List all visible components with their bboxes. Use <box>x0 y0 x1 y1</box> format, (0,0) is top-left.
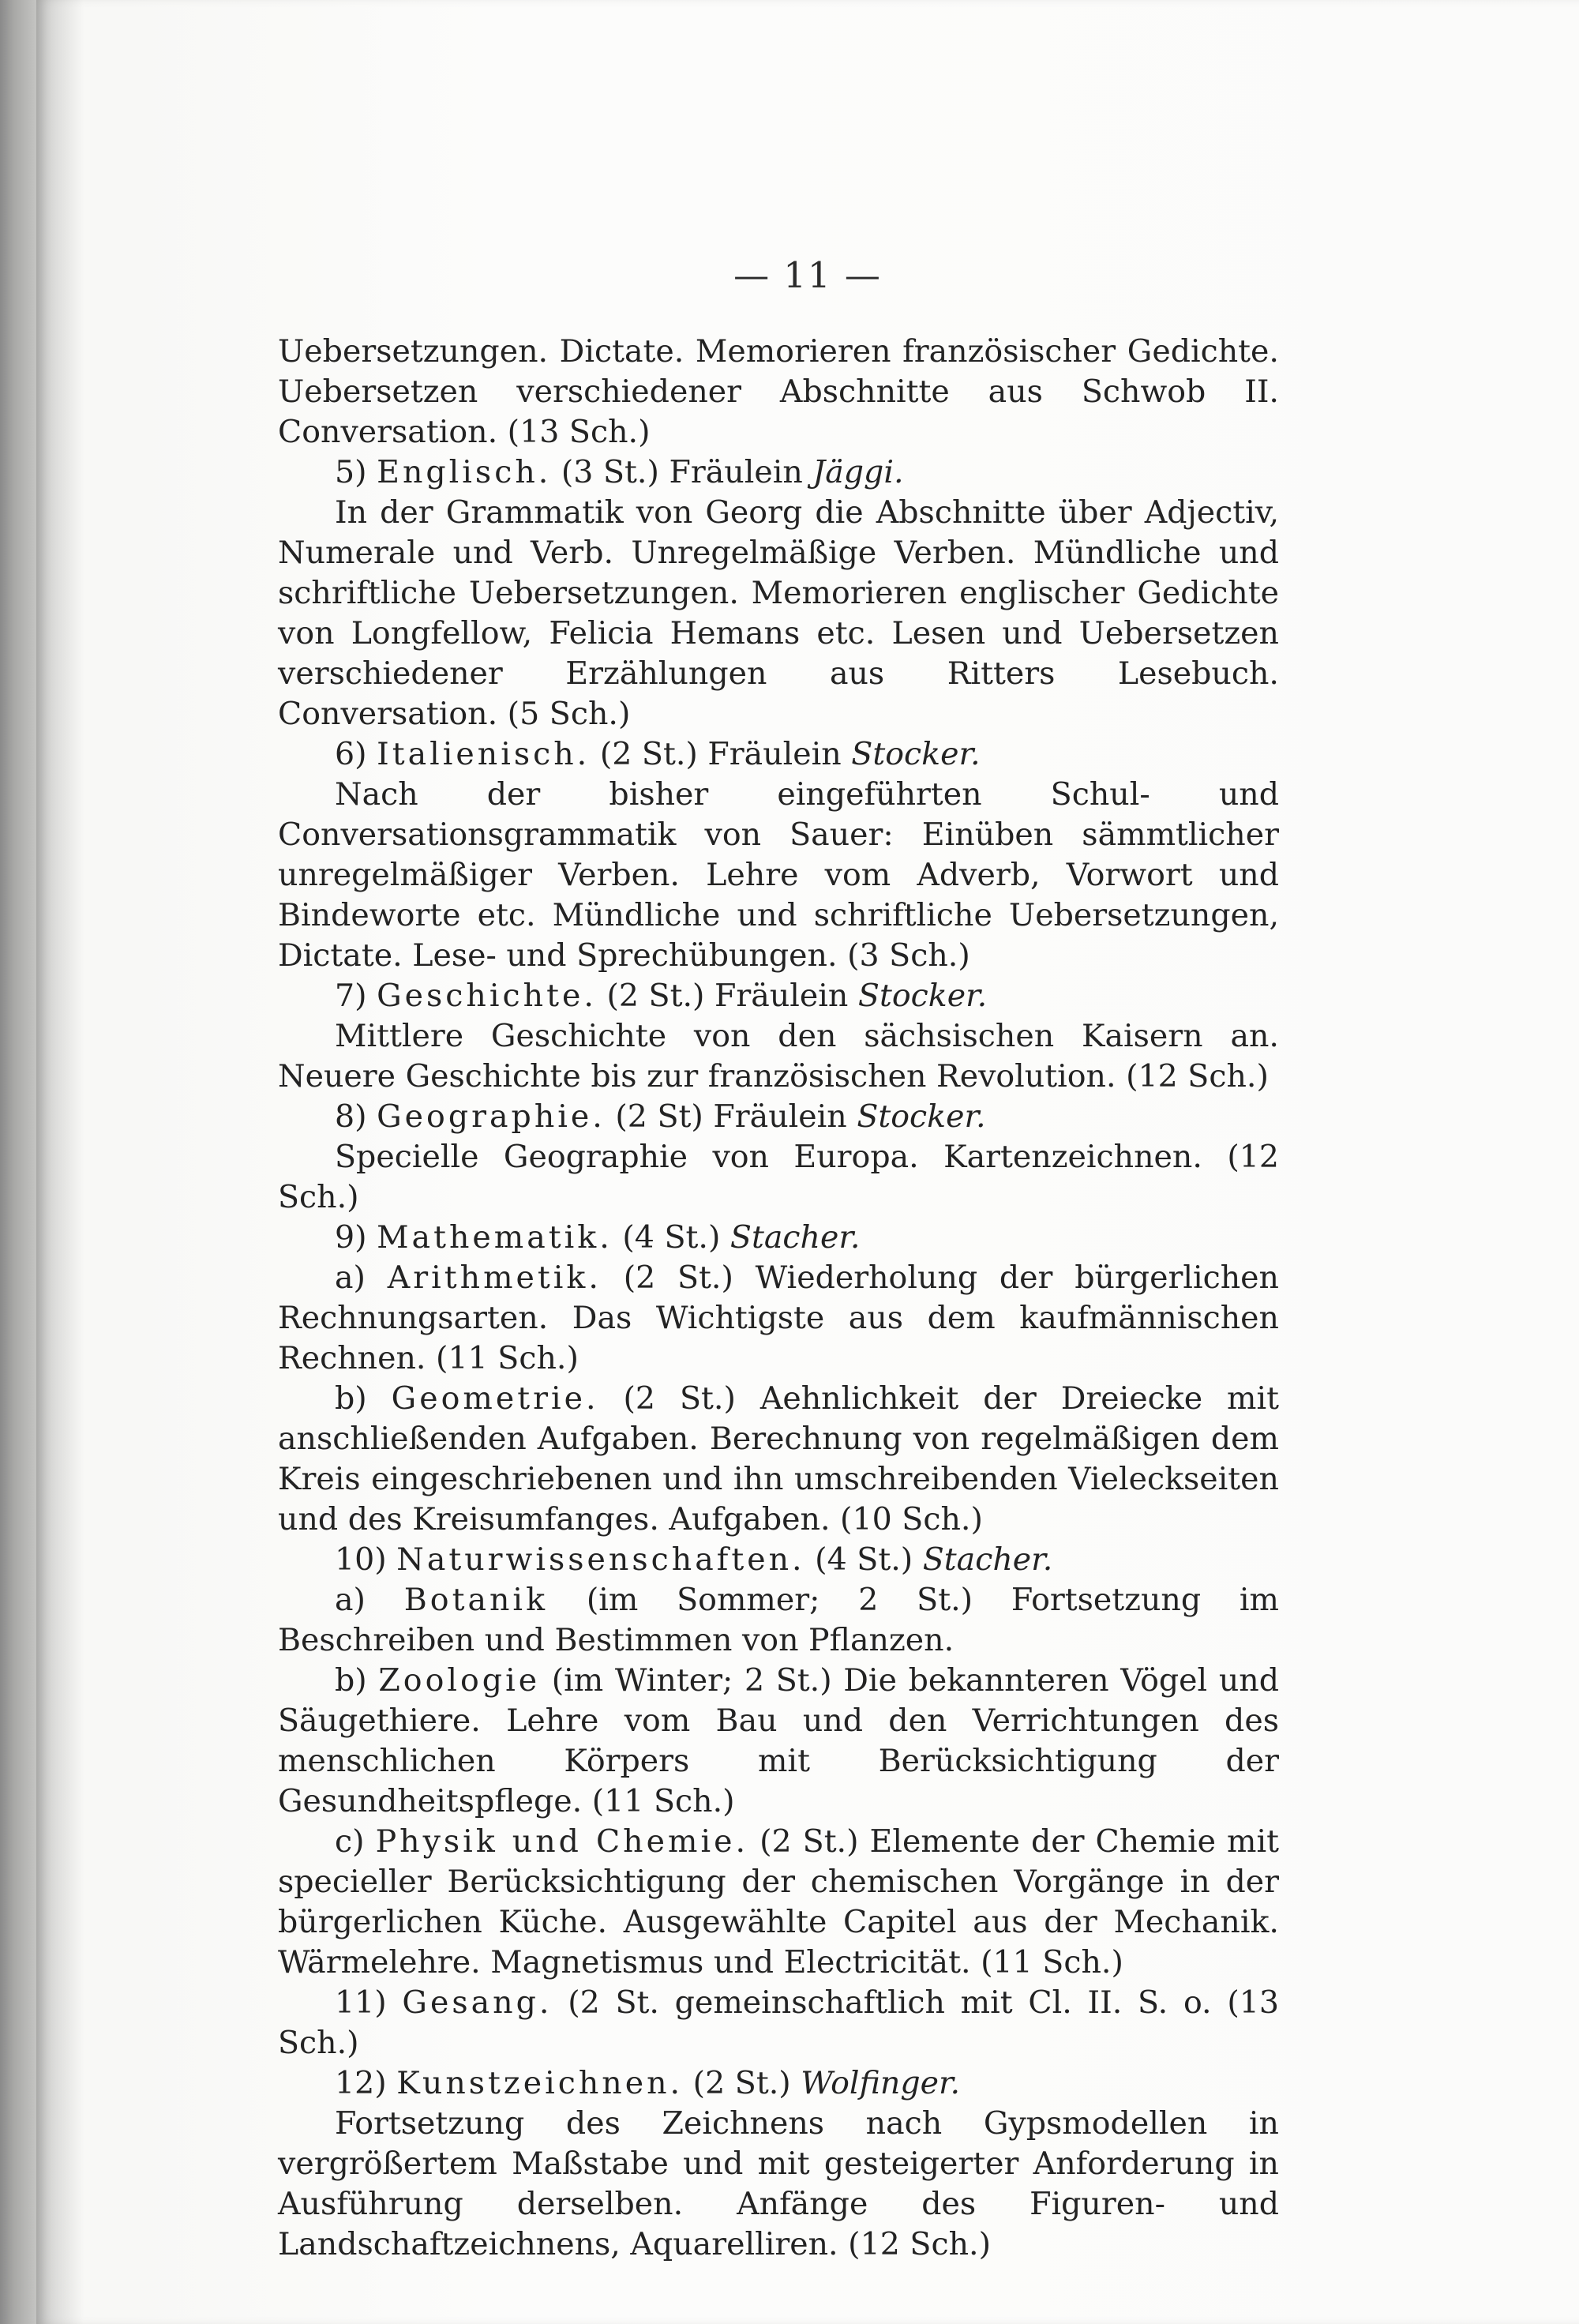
paragraph-geographie: Specielle Geographie von Europa. Kartenzeichnen. (12 Sch.) <box>278 1139 1279 1215</box>
hours: (4 St.) <box>622 1219 721 1256</box>
section-heading-gesang <box>278 1983 1279 2063</box>
subject-name: Gesang. <box>402 1984 553 2021</box>
section-number: 11) <box>335 1984 387 2021</box>
section-heading-englisch <box>278 452 1279 493</box>
subject-name: Botanik <box>403 1582 549 1618</box>
item-label: a) <box>335 1582 366 1618</box>
section-number: 8) <box>335 1098 367 1135</box>
paragraph-zoologie <box>278 1661 1279 1822</box>
section-heading-geschichte <box>278 976 1279 1016</box>
section-number: 10) <box>335 1541 387 1578</box>
paragraph-botanik <box>278 1580 1279 1661</box>
book-binding-edge <box>0 0 36 2324</box>
item-label: b) <box>335 1662 367 1699</box>
section-heading-geographie <box>278 1097 1279 1137</box>
subject-name: Naturwissenschaften. <box>396 1541 805 1578</box>
teacher-name: Wolfinger. <box>801 2065 961 2101</box>
subject-name: Mathematik. <box>377 1219 613 1256</box>
subject-name: Geographie. <box>377 1098 606 1135</box>
section-number: 7) <box>335 978 367 1014</box>
item-label: b) <box>335 1380 367 1417</box>
teacher-name: Stocker. <box>851 736 981 772</box>
paragraph-kunstzeichnen: Fortsetzung des Zeichnens nach Gypsmodellen in vergrößertem Maßstabe und mit gesteigerter Anforderung in Ausführung derselben. Anfänge des Figuren- und Landschaftzeichnens, Aquarelliren. (12 Sch.) <box>278 2105 1279 2262</box>
document-page <box>36 0 1579 2324</box>
paragraph-physik-chemie <box>278 1822 1279 1983</box>
page-body <box>278 332 1279 2265</box>
section-number: 5) <box>335 454 367 490</box>
item-text: (2 St.) Wiederholung der bürgerlichen Rechnungsarten. Das Wichtigste aus dem kaufmännischen Rechnen. (11 Sch.) <box>278 1260 1279 1376</box>
hours: (3 St.) Fräulein <box>561 454 803 490</box>
item-text: (2 St.) Aehnlichkeit der Dreiecke mit anschließenden Aufgaben. Berechnung von regelmäßigen dem Kreis eingeschriebenen und ihn umschreibenden Vieleckseiten und des Kreisumfanges. Aufgaben. (10 Sch.) <box>278 1380 1279 1537</box>
subject-name: Physik und Chemie. <box>375 1823 749 1860</box>
subject-name: Zoologie <box>378 1662 541 1699</box>
teacher-name: Jäggi. <box>812 454 904 490</box>
paragraph-geschichte: Mittlere Geschichte von den sächsischen Kaisern an. Neuere Geschichte bis zur französischen Revolution. (12 Sch.) <box>278 1018 1279 1094</box>
subject-name: Englisch. <box>377 454 552 490</box>
subject-name: Kunstzeichnen. <box>396 2065 684 2101</box>
paragraph-englisch: In der Grammatik von Georg die Abschnitte über Adjectiv, Numerale und Verb. Unregelmäßige Verben. Mündliche und schriftliche Uebersetzungen. Memorieren englischer Gedichte von Longfellow, Felicia Hemans etc. Lesen und Uebersetzen verschiedener Erzählungen aus Ritters Lesebuch. Conversation. (5 Sch.) <box>278 494 1279 732</box>
paragraph-continuation: Uebersetzungen. Dictate. Memorieren französischer Gedichte. Uebersetzen verschiedener Abschnitte aus Schwob II. Conversation. (13 Sch.) <box>278 333 1279 450</box>
item-text: (im Sommer; 2 St.) Fortsetzung im Beschreiben und Bestimmen von Pflanzen. <box>278 1582 1279 1658</box>
section-number: 9) <box>335 1219 367 1256</box>
teacher-name: Stacher. <box>729 1219 861 1256</box>
section-number: 12) <box>335 2065 387 2101</box>
gutter-shadow <box>36 0 84 2324</box>
subject-name: Geschichte. <box>377 978 597 1014</box>
paragraph-arithmetik <box>278 1258 1279 1379</box>
hours: (2 St) Fräulein <box>615 1098 847 1135</box>
section-heading-naturwissenschaften <box>278 1540 1279 1580</box>
section-heading-italienisch <box>278 734 1279 775</box>
item-text: (2 St. gemeinschaftlich mit Cl. II. S. o. (13 Sch.) <box>278 1984 1279 2061</box>
section-heading-mathematik <box>278 1218 1279 1258</box>
item-label: c) <box>335 1823 365 1860</box>
hours: (2 St.) Fräulein <box>606 978 849 1014</box>
section-number: 6) <box>335 736 367 772</box>
item-label: a) <box>335 1260 366 1296</box>
teacher-name: Stacher. <box>922 1541 1053 1578</box>
paragraph-geometrie <box>278 1379 1279 1540</box>
teacher-name: Stocker. <box>857 1098 986 1135</box>
item-text: (2 St.) Elemente der Chemie mit specieller Berücksichtigung der chemischen Vorgänge in der bürgerlichen Küche. Ausgewählte Capitel aus der Mechanik. Wärmelehre. Magnetismus und Electricität. (11 Sch.) <box>278 1823 1279 1980</box>
paragraph-italienisch: Nach der bisher eingeführten Schul- und Conversationsgrammatik von Sauer: Einüben sämmtlicher unregelmäßiger Verben. Lehre vom Adverb, Vorwort und Bindeworte etc. Mündliche und schriftliche Uebersetzungen, Dictate. Lese- und Sprechübungen. (3 Sch.) <box>278 776 1279 974</box>
section-heading-kunstzeichnen <box>278 2063 1279 2104</box>
subject-name: Italienisch. <box>377 736 591 772</box>
hours: (2 St.) Fräulein <box>599 736 842 772</box>
item-text: (im Winter; 2 St.) Die bekannteren Vögel und Säugethiere. Lehre vom Bau und den Verrichtungen des menschlichen Körpers mit Berücksichtigung der Gesundheitspflege. (11 Sch.) <box>278 1662 1279 1819</box>
hours: (4 St.) <box>815 1541 913 1578</box>
teacher-name: Stocker. <box>857 978 988 1014</box>
subject-name: Geometrie. <box>391 1380 599 1417</box>
subject-name: Arithmetik. <box>387 1260 602 1296</box>
page-number: — 11 — <box>733 254 882 296</box>
hours: (2 St.) <box>692 2065 791 2101</box>
